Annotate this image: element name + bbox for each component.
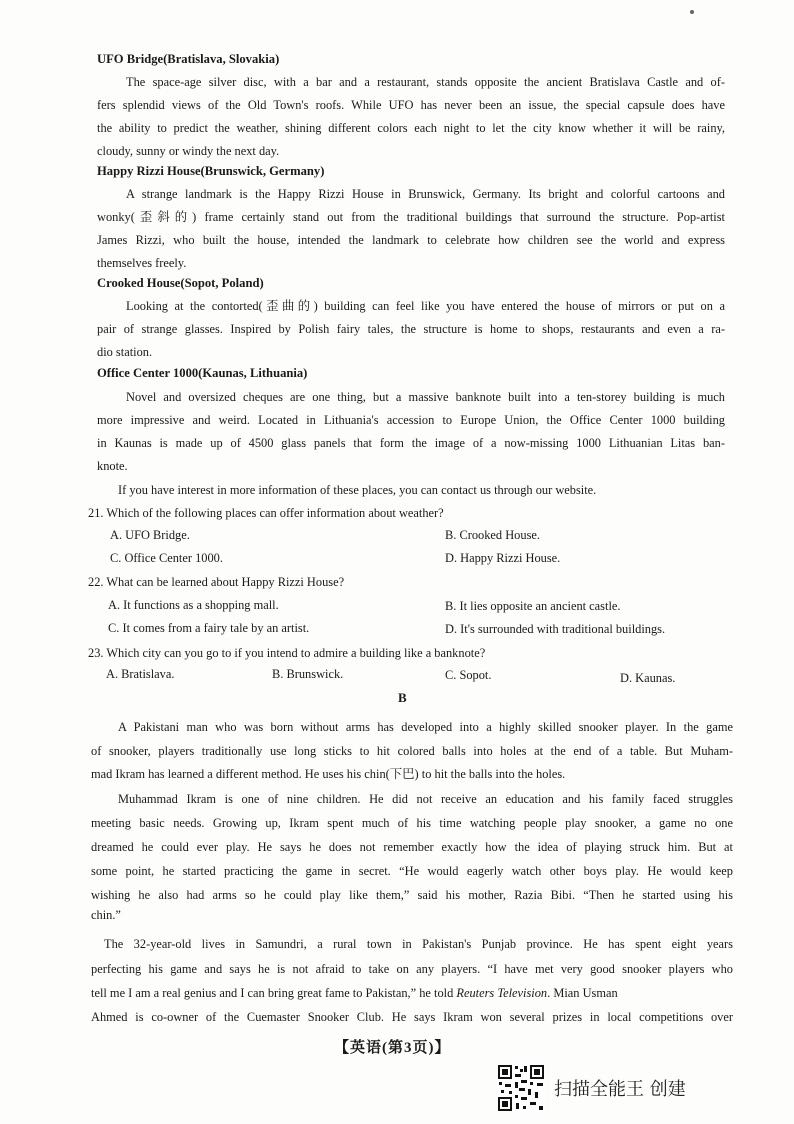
paragraph-line: more impressive and weird. Located in Lithuania's accession to Europe Union, the Office Center 1000 building	[97, 413, 725, 427]
paragraph-line: Looking at the contorted(歪曲的) building can feel like you have entered the house of mirrors or put on a	[126, 299, 725, 313]
question-23-option-d[interactable]: D. Kaunas.	[620, 671, 676, 685]
question-21-option-d[interactable]: D. Happy Rizzi House.	[445, 551, 561, 565]
section-label-b: B	[398, 690, 407, 705]
question-21-stem: 21. Which of the following places can offer information about weather?	[88, 506, 444, 520]
paragraph-line: knote.	[97, 459, 128, 473]
paragraph-line: The 32-year-old lives in Samundri, a rural town in Pakistan's Punjab province. He has spent eight years	[104, 937, 733, 951]
question-23-stem: 23. Which city can you go to if you intend to admire a building like a banknote?	[88, 646, 486, 660]
paragraph-line: perfecting his game and says he is not afraid to take on any players. “I have met very good snooker players who	[91, 962, 733, 976]
question-22-option-a[interactable]: A. It functions as a shopping mall.	[108, 598, 279, 612]
paragraph-line-tail: . Mian Usman	[547, 986, 618, 1000]
paragraph-line: meeting basic needs. Growing up, Ikram spent much of his time watching people play snooker, a game no one	[91, 816, 733, 830]
question-22-stem: 22. What can be learned about Happy Rizzi House?	[88, 575, 345, 589]
closing-line: If you have interest in more information of these places, you can contact us through our website.	[118, 483, 597, 497]
paragraph-line: in Kaunas is made up of 4500 glass panels that form the image of a now-missing 1000 Lithuanian Litas ban-	[97, 436, 725, 450]
paragraph-line: The space-age silver disc, with a bar and a restaurant, stands opposite the ancient Bratislava Castle and of-	[126, 75, 725, 89]
place-heading-crooked-house: Crooked House(Sopot, Poland)	[97, 276, 264, 290]
question-23-option-c[interactable]: C. Sopot.	[445, 668, 492, 682]
paragraph-line: dio station.	[97, 345, 153, 359]
place-heading-happy-rizzi-house: Happy Rizzi House(Brunswick, Germany)	[97, 164, 325, 178]
paragraph-line: pair of strange glasses. Inspired by Polish fairy tales, the structure is home to shops, restaurants and even a ra-	[97, 322, 725, 336]
question-22-option-d[interactable]: D. It's surrounded with traditional buildings.	[445, 622, 666, 636]
paragraph-line: of snooker, players traditionally use long sticks to hit colored balls into holes at the end of a table. But Muham-	[91, 744, 733, 758]
paragraph-line: cloudy, sunny or windy the next day.	[97, 144, 280, 158]
paragraph-line-with-source	[91, 985, 733, 1001]
scanner-watermark: 扫描全能王 创建	[554, 1079, 686, 1100]
paragraph-line-text: tell me I am a real genius and I can bring great fame to Pakistan,” he told	[91, 986, 457, 1000]
place-heading-ufo-bridge: UFO Bridge(Bratislava, Slovakia)	[97, 52, 280, 66]
paragraph-line: themselves freely.	[97, 256, 187, 270]
paragraph-line: Ahmed is co-owner of the Cuemaster Snooker Club. He says Ikram won several prizes in local competitions over	[91, 1010, 733, 1024]
place-heading-office-center-1000: Office Center 1000(Kaunas, Lithuania)	[97, 366, 308, 380]
paragraph-line: chin.”	[91, 908, 121, 922]
question-21-option-b[interactable]: B. Crooked House.	[445, 528, 540, 542]
paragraph-line: Muhammad Ikram is one of nine children. He did not receive an education and his family faced struggles	[118, 792, 733, 806]
paragraph-line: some point, he started practicing the game in secret. “He would eagerly watch other boys play. He would keep	[91, 864, 733, 878]
page-number-label: 【英语(第3页)】	[334, 1040, 451, 1056]
scan-speck	[690, 10, 694, 14]
paragraph-line: wonky(歪斜的) frame certainly stand out from the traditional buildings that surround the structure. Pop-artist	[97, 210, 725, 224]
paragraph-line: dreamed he could ever play. He says he does not remember exactly how the idea of playing struck him. But at	[91, 840, 733, 854]
question-23-option-b[interactable]: B. Brunswick.	[272, 667, 344, 681]
paragraph-line: fers splendid views of the Old Town's roofs. While UFO has never been an issue, the special capsule does have	[97, 98, 725, 112]
paragraph-line: mad Ikram has learned a different method. He uses his chin(下巴) to hit the balls into the holes.	[91, 767, 566, 781]
paragraph-line: the ability to predict the weather, shining different colors each night to let the city know whether it will be rainy,	[97, 121, 725, 135]
paragraph-line: Novel and oversized cheques are one thing, but a massive banknote built into a ten-storey building is much	[126, 390, 725, 404]
paragraph-line: wishing he also had arms so he could play like them,” said his mother, Razia Bibi. “Then he started using his	[91, 888, 733, 902]
question-23-option-a[interactable]: A. Bratislava.	[106, 667, 175, 681]
question-22-option-c[interactable]: C. It comes from a fairy tale by an artist.	[108, 621, 310, 635]
source-name: Reuters Television	[456, 986, 548, 1000]
question-21-option-c[interactable]: C. Office Center 1000.	[110, 551, 223, 565]
paragraph-line: A Pakistani man who was born without arms has developed into a highly skilled snooker player. In the game	[118, 720, 733, 734]
qr-code-icon	[497, 1064, 545, 1112]
paragraph-line: James Rizzi, who built the house, intended the landmark to celebrate how children see the world and express	[97, 233, 725, 247]
paragraph-line: A strange landmark is the Happy Rizzi House in Brunswick, Germany. Its bright and colorful cartoons and	[126, 187, 725, 201]
question-21-option-a[interactable]: A. UFO Bridge.	[110, 528, 190, 542]
question-22-option-b[interactable]: B. It lies opposite an ancient castle.	[445, 599, 621, 613]
